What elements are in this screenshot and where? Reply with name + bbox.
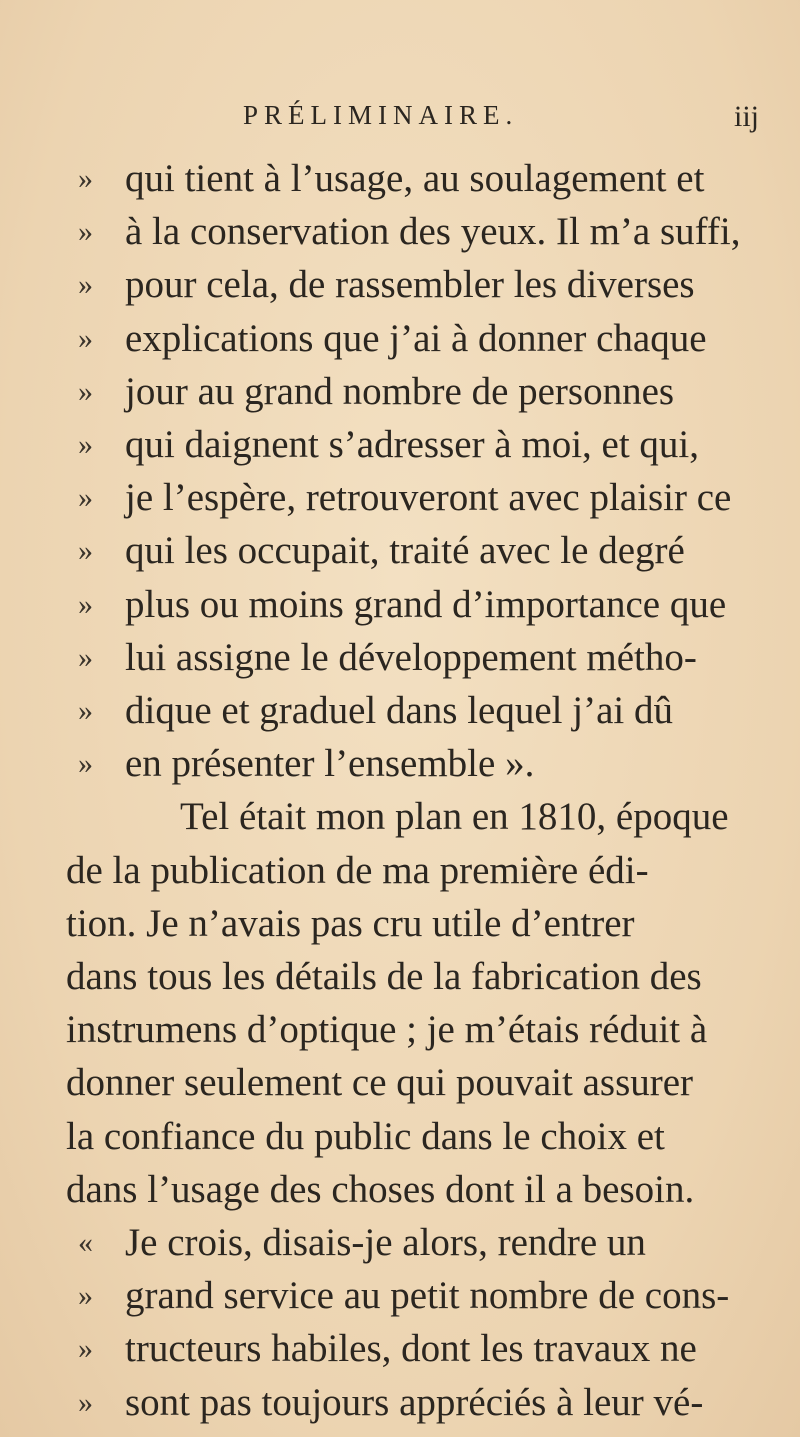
quote-mark: » xyxy=(78,215,93,249)
line-text: je l’espère, retrouveront avec plaisir ce xyxy=(125,476,732,520)
line-text: instrumens d’optique ; je m’étais réduit à xyxy=(66,1008,708,1052)
quote-mark: » xyxy=(78,747,93,781)
page-number: iij xyxy=(734,100,760,133)
line-text: dique et graduel dans lequel j’ai dû xyxy=(125,689,673,732)
text-line xyxy=(0,683,800,739)
line-text: en présenter l’ensemble ». xyxy=(125,742,535,786)
text-line xyxy=(0,523,800,579)
text-line xyxy=(0,311,800,367)
quote-mark: » xyxy=(78,694,93,727)
line-text: qui daignent s’adresser à moi, et qui, xyxy=(125,423,700,466)
quote-mark: » xyxy=(78,1385,93,1419)
text-line xyxy=(0,1268,800,1324)
line-text: pour cela, de rassembler les diverses xyxy=(125,263,695,307)
line-text: tructeurs habiles, dont les travaux ne xyxy=(125,1327,697,1371)
text-line xyxy=(0,577,800,633)
quote-mark: » xyxy=(78,1332,93,1366)
running-title: PRÉLIMINAIRE. xyxy=(243,100,519,130)
line-text: donner seulement ce qui pouvait assurer xyxy=(66,1061,694,1105)
quote-mark: » xyxy=(78,534,93,568)
line-text: de la publication de ma première édi- xyxy=(66,848,649,892)
text-line xyxy=(0,257,800,313)
text-line xyxy=(0,736,800,792)
quote-mark: » xyxy=(78,321,93,355)
quote-mark: » xyxy=(78,374,93,408)
line-text: à la conservation des yeux. Il m’a suffi, xyxy=(125,210,741,254)
text-line xyxy=(0,1321,800,1377)
quote-mark: » xyxy=(78,481,93,515)
line-text: sont pas toujours appréciés à leur vé- xyxy=(125,1380,704,1424)
text-line xyxy=(0,204,800,260)
text-line xyxy=(0,364,800,420)
text-line xyxy=(0,843,800,899)
line-text: explications que j’ai à donner chaque xyxy=(125,316,707,360)
line-text: dans tous les détails de la fabrication des xyxy=(66,955,702,998)
text-line xyxy=(0,417,800,473)
line-text: Je crois, disais-je alors, rendre un xyxy=(125,1221,646,1264)
text-line xyxy=(0,1375,800,1431)
line-text: dans l’usage des choses dont il a besoin. xyxy=(66,1167,695,1211)
line-text: grand service au petit nombre de cons- xyxy=(125,1274,730,1318)
line-text: qui tient à l’usage, au soulagement et xyxy=(125,157,705,200)
text-line xyxy=(0,1055,800,1111)
text-line xyxy=(0,896,800,952)
line-text: plus ou moins grand d’importance que xyxy=(125,582,727,626)
text-line xyxy=(0,151,800,207)
text-line xyxy=(0,1002,800,1058)
line-text: Tel était mon plan en 1810, époque xyxy=(180,795,729,839)
line-text: tion. Je n’avais pas cru utile d’entrer xyxy=(66,901,635,945)
quote-mark: « xyxy=(78,1226,93,1259)
text-line xyxy=(0,470,800,526)
text-line xyxy=(0,1215,800,1271)
line-text: jour au grand nombre de personnes xyxy=(125,369,675,413)
text-line xyxy=(0,1109,800,1165)
text-line xyxy=(0,630,800,686)
quote-mark: » xyxy=(78,268,93,302)
quote-mark: » xyxy=(78,428,93,461)
quote-mark: » xyxy=(78,162,93,195)
text-line xyxy=(0,1162,800,1218)
text-line xyxy=(0,789,800,845)
line-text: qui les occupait, traité avec le degré xyxy=(125,529,685,573)
quote-mark: » xyxy=(78,587,93,621)
line-text: la confiance du public dans le choix et xyxy=(66,1114,665,1158)
page-header xyxy=(0,100,800,140)
line-text: lui assigne le développement métho- xyxy=(125,635,697,679)
quote-mark: » xyxy=(78,1279,93,1313)
text-line xyxy=(0,949,800,1005)
quote-mark: » xyxy=(78,640,93,674)
